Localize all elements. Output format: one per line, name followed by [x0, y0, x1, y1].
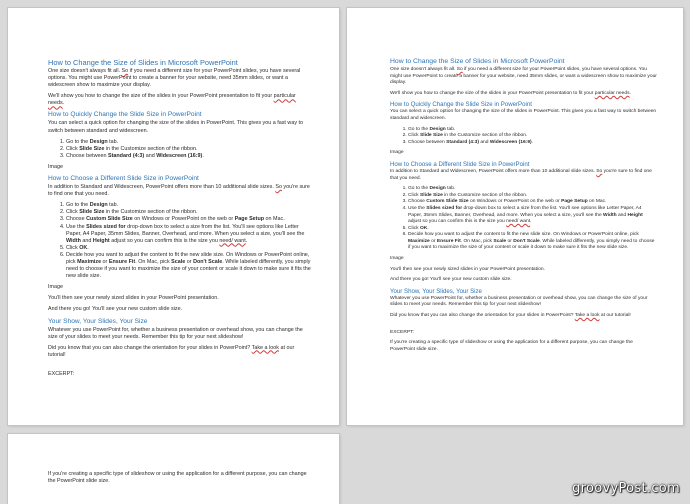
page-1-content: [48, 58, 313, 382]
page-3-content: [48, 471, 313, 489]
list-item: 1. Go to the Design tab.: [408, 186, 657, 193]
image-placeholder: Image: [48, 163, 63, 170]
orientation-paragraph: Did you know that you can also change the orientation for your slides in PowerPoint? Take a look at our tutorial!: [48, 344, 295, 358]
list-item: 3. Choose between Standard (4:3) and Widescreen (16:9).: [66, 153, 313, 160]
intro-paragraph-2: We'll show you how to change the size of the slides in your PowerPoint presentation to fit your particular needs.: [48, 93, 296, 107]
intro-paragraph: One size doesn't always fit all. So if you need a different size for your PowerPoint slides, you have several options. You might use PowerPoint to create a banner for your website, need 35mm slides, or want a widescreen show to maximize your display.: [48, 68, 301, 89]
list-item: 3. Choose Custom Slide Size on Windows or PowerPoint on the web or Page Setup on Mac.: [408, 199, 657, 206]
list-item: 1. Go to the Design tab.: [66, 202, 313, 209]
diff-heading: How to Choose a Different Slide Size in PowerPoint: [48, 175, 199, 183]
yours-heading: Your Show, Your Slides, Your Size: [390, 287, 482, 295]
list-item: 1. Go to the Design tab.: [66, 139, 313, 146]
document-page-3: [8, 434, 339, 504]
list-item: 4. Use the Slides sized for drop-down box to select a size from the list. You'll see options like Letter Paper, A4 Paper, 35mm Slides, Banner, Overhead, and more. When you select a size, you'll see the Width and Height adjust so you can confirm this is the size you need/ want.: [408, 206, 657, 226]
document-page-2: [347, 8, 683, 425]
document-page-1: [8, 8, 339, 425]
yours-paragraph: Whatever you use PowerPoint for, whether a business presentation or overhead show, you can change the size of your slides to meet your needs. Remember this tip for your next slideshow!: [48, 326, 303, 340]
list-item: 6. Decide how you want to adjust the content to fit the new slide size. On Windows or PowerPoint online, pick Maximize or Ensure Fit. On Mac, pick Scale or Don't Scale. While labeled differently, you simply need to choose if you want to maximize the size of your content or scale it down to make sure it fits the new slide size.: [66, 252, 313, 280]
orientation-paragraph: Did you know that you can also change the orientation for your slides in PowerPoint? Take a look at our tutorial!: [390, 313, 631, 319]
watermark: groovyPost.com: [572, 481, 680, 496]
diff-paragraph: In addition to Standard and Widescreen, PowerPoint offers more than 10 additional slide sizes. So you're sure to find one that you need.: [390, 168, 652, 181]
quick-heading: How to Quickly Change the Slide Size in PowerPoint: [48, 111, 202, 119]
list-item: 3. Choose Custom Slide Size on Windows or PowerPoint on the web or Page Setup on Mac.: [66, 216, 313, 223]
excerpt-text: If you're creating a specific type of slideshow or using the application for a different purpose, you can change the PowerPoint slide size.: [48, 471, 307, 485]
list-item: 6. Decide how you want to adjust the content to fit the new slide size. On Windows or PowerPoint online, pick Maximize or Ensure Fit. On Mac, pick Scale or Don't Scale. While labeled differently, you simply need to choose if you want to maximize the size of your content or scale it down to make sure it fits the new slide size.: [408, 232, 657, 252]
excerpt-label: EXCERPT:: [390, 329, 414, 335]
image-placeholder: Image: [390, 150, 404, 156]
quick-paragraph: You can select a quick option for changing the size of the slides in PowerPoint. This gives you a fast way to switch between standard and widescreen.: [390, 109, 657, 121]
list-item: 2. Click Slide Size in the Customize section of the ribbon.: [66, 146, 313, 153]
page-2-content: [390, 58, 657, 357]
excerpt-text: If you're creating a specific type of slideshow or using the application for a different purpose, you can change the PowerPoint slide size.: [390, 340, 633, 352]
image-placeholder: Image: [390, 256, 404, 262]
intro-paragraph: One size doesn't always fit all. So if you need a different size for your PowerPoint slides, you have several options. You might use PowerPoint to create a banner for your website, need 35mm slides, or want a widescreen show to maximize your display.: [390, 67, 657, 86]
list-item: 2. Click Slide Size in the Customize section of the ribbon.: [408, 193, 657, 200]
list-item: 1. Go to the Design tab.: [408, 127, 657, 134]
result-paragraph: You'll then see your newly sized slides in your PowerPoint presentation.: [48, 295, 219, 302]
excerpt-label: EXCERPT:: [48, 370, 75, 377]
yours-heading: Your Show, Your Slides, Your Size: [48, 317, 148, 325]
article-title: How to Change the Size of Slides in Microsoft PowerPoint: [48, 58, 238, 67]
quick-steps-list: [390, 127, 657, 147]
diff-steps-list: [48, 202, 313, 280]
quick-steps-list: [48, 139, 313, 160]
list-item: 5. Click OK.: [66, 245, 313, 252]
diff-paragraph: In addition to Standard and Widescreen, PowerPoint offers more than 10 additional slide sizes. So you're sure to find one that you need.: [48, 184, 310, 198]
article-title: How to Change the Size of Slides in Microsoft PowerPoint: [390, 58, 565, 65]
result-paragraph-2: And there you go! You'll see your new custom slide size.: [48, 306, 183, 313]
quick-paragraph: You can select a quick option for changing the size of the slides in PowerPoint. This gives you a fast way to switch between standard and widescreen.: [48, 120, 304, 134]
intro-paragraph-2: We'll show you how to change the size of the slides in your PowerPoint presentation to fit your particular needs.: [390, 90, 631, 96]
list-item: 2. Click Slide Size in the Customize section of the ribbon.: [66, 209, 313, 216]
list-item: 3. Choose between Standard (4:3) and Widescreen (16:9).: [408, 140, 657, 147]
result-paragraph-2: And there you go! You'll see your new custom slide size.: [390, 277, 512, 283]
list-item: 5. Click OK.: [408, 226, 657, 233]
diff-heading: How to Choose a Different Slide Size in PowerPoint: [390, 160, 530, 168]
result-paragraph: You'll then see your newly sized slides in your PowerPoint presentation.: [390, 266, 545, 272]
list-item: 2. Click Slide Size in the Customize section of the ribbon.: [408, 133, 657, 140]
yours-paragraph: Whatever you use PowerPoint for, whether a business presentation or overhead show, you can change the size of your slides to meet your needs. Remember this tip for your next slideshow!: [390, 295, 648, 308]
diff-steps-list: [390, 186, 657, 252]
quick-heading: How to Quickly Change the Slide Size in PowerPoint: [390, 101, 532, 109]
list-item: 4. Use the Slides sized for drop-down box to select a size from the list. You'll see options like Letter Paper, A4 Paper, 35mm Slides, Banner, Overhead, and more. When you select a size, you'll see the Width and Height adjust so you can confirm this is the size you need/ want.: [66, 224, 313, 245]
image-placeholder: Image: [48, 284, 63, 291]
